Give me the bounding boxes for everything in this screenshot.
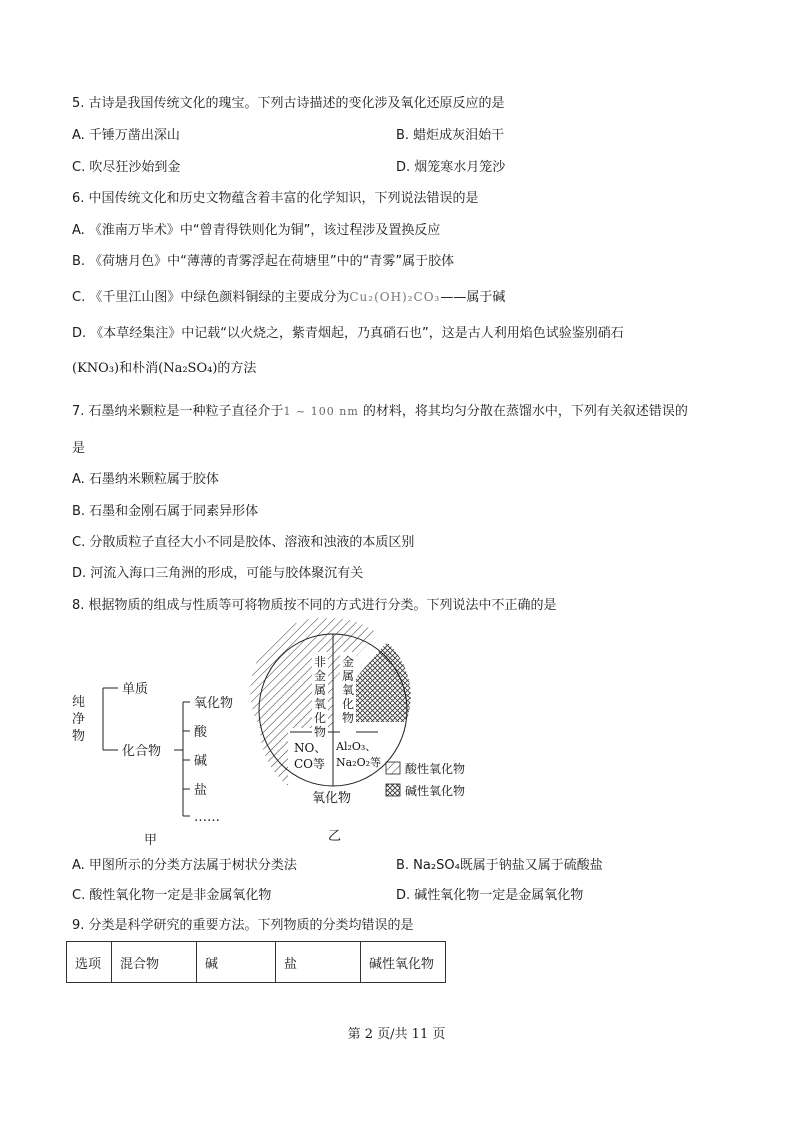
q7-option-c: C. 分散质粒子直径大小不同是胶体、溶液和浊液的本质区别 <box>72 535 415 550</box>
q6-option-d-line1: D. 《本草经集注》中记载“以火烧之，紫青烟起，乃真硝石也”，这是古人利用焰色试验鉴别硝石 <box>72 326 624 341</box>
q8-stem: 8. 根据物质的组成与性质等可将物质按不同的方式进行分类。下列说法中不正确的是 <box>72 598 557 613</box>
pie-label-metal-5: 物 <box>342 711 355 725</box>
tree-diagram <box>66 672 256 852</box>
q6-option-a: A. 《淮南万毕术》中“曾青得铁则化为铜”，该过程涉及置换反应 <box>72 223 441 238</box>
q5-option-d: D. 烟笼寒水月笼沙 <box>396 160 506 175</box>
q6-option-c <box>72 288 505 307</box>
table-header-option: 选项 <box>67 942 112 983</box>
tree-leaf-acid: 酸 <box>194 725 208 740</box>
tree-leaf-oxide: 氧化物 <box>194 696 234 711</box>
q7-option-d: D. 河流入海口三角洲的形成，可能与胶体聚沉有关 <box>72 566 364 581</box>
q6-option-d-tail: 的方法 <box>217 361 257 376</box>
pie-label-na2o2: Na₂O₂等 <box>336 756 382 769</box>
tree-leaf-salt: 盐 <box>194 783 208 798</box>
tree-node-danzhi: 单质 <box>122 682 149 697</box>
q7-stem-line2: 是 <box>72 441 86 456</box>
q6-stem: 6. 中国传统文化和历史文物蕴含着丰富的化学知识，下列说法错误的是 <box>72 191 479 206</box>
table-header-basic-oxide: 碱性氧化物 <box>361 942 446 983</box>
tree-node-huahewu: 化合物 <box>122 744 162 759</box>
q6-na2so4: (Na₂SO₄) <box>158 361 218 376</box>
legend-acidic-swatch <box>386 762 400 774</box>
q5-stem: 5. 古诗是我国传统文化的瑰宝。下列古诗描述的变化涉及氧化还原反应的是 <box>72 96 505 111</box>
pie-label-no-co-2: CO等 <box>294 757 326 771</box>
q6-option-b: B. 《荷塘月色》中“薄薄的青雾浮起在荷塘里”中的“青雾”属于胶体 <box>72 254 455 269</box>
q5-option-b: B. 蜡炬成灰泪始干 <box>396 128 505 143</box>
q6-option-d-mid: 和朴消 <box>119 361 159 376</box>
tree-leaf-base: 碱 <box>194 754 208 769</box>
oxide-pie-diagram <box>250 618 490 848</box>
q7-stem-line1: 7. 石墨纳米颗粒是一种粒子直径介于1 ~ 100 nm 的材料，将其均匀分散在蒸馏水中，下列有关叙述错误的 <box>72 404 688 419</box>
table-header-mixture: 混合物 <box>112 942 197 983</box>
q6-kno3: (KNO₃) <box>72 361 120 376</box>
q8-option-a: A. 甲图所示的分类方法属于树状分类法 <box>72 858 297 873</box>
q6-option-d-line2 <box>72 360 256 378</box>
q6-option-c-tail: ——属于碱 <box>440 290 506 305</box>
table-header-salt: 盐 <box>276 942 361 983</box>
pie-label-nonmetal-4: 氧 <box>314 697 327 711</box>
pie-label-nonmetal-3: 属 <box>314 683 327 697</box>
q5-option-a: A. 千锤万凿出深山 <box>72 128 180 143</box>
pie-label-nonmetal-1: 非 <box>314 655 327 669</box>
tree-root-char2: 净 <box>72 712 86 727</box>
q6-copper-formula: Cu₂(OH)₂CO₃ <box>349 290 441 304</box>
pie-label-nonmetal-5: 化 <box>314 711 327 725</box>
tree-root-char3: 物 <box>72 729 86 744</box>
q6-option-c-text: C. 《千里江山图》中绿色颜料铜绿的主要成分为 <box>72 290 350 305</box>
q8-option-b: B. Na₂SO₄既属于钠盐又属于硫酸盐 <box>396 858 603 873</box>
q8-option-c: C. 酸性氧化物一定是非金属氧化物 <box>72 888 272 903</box>
pie-label-metal-4: 化 <box>342 697 355 711</box>
page-footer: 第 2 页/共 11 页 <box>347 1027 446 1042</box>
pie-caption: 乙 <box>328 829 342 844</box>
pie-label-nonmetal-2: 金 <box>314 669 327 683</box>
q5-option-c: C. 吹尽狂沙始到金 <box>72 160 181 175</box>
table-header-base: 碱 <box>197 942 276 983</box>
q7-size-range: 1 ~ 100 nm <box>283 405 359 418</box>
pie-label-metal-1: 金 <box>342 655 355 669</box>
pie-label-nonmetal-6: 物 <box>314 725 327 739</box>
tree-root-char1: 纯 <box>72 695 86 710</box>
tree-leaf-etc: …… <box>194 810 220 825</box>
pie-label-metal-2: 属 <box>342 669 355 683</box>
table-header-row <box>67 942 446 983</box>
tree-caption: 甲 <box>144 833 158 848</box>
pie-label-metal-3: 氧 <box>342 683 355 697</box>
q9-table <box>66 941 446 983</box>
q7-option-b: B. 石墨和金刚石属于同素异形体 <box>72 504 259 519</box>
legend-basic-swatch <box>386 784 400 796</box>
pie-label-al2o3: Al₂O₃、 <box>336 740 377 753</box>
legend-basic-label: 碱性氧化物 <box>405 784 466 798</box>
legend-acidic-label: 酸性氧化物 <box>405 762 466 776</box>
pie-bottom-label: 氧化物 <box>312 791 352 806</box>
q7-option-a: A. 石墨纳米颗粒属于胶体 <box>72 472 219 487</box>
q9-stem: 9. 分类是科学研究的重要方法。下列物质的分类均错误的是 <box>72 918 414 933</box>
pie-label-no-co-1: NO、 <box>294 741 327 755</box>
q8-option-d: D. 碱性氧化物一定是金属氧化物 <box>396 888 584 903</box>
